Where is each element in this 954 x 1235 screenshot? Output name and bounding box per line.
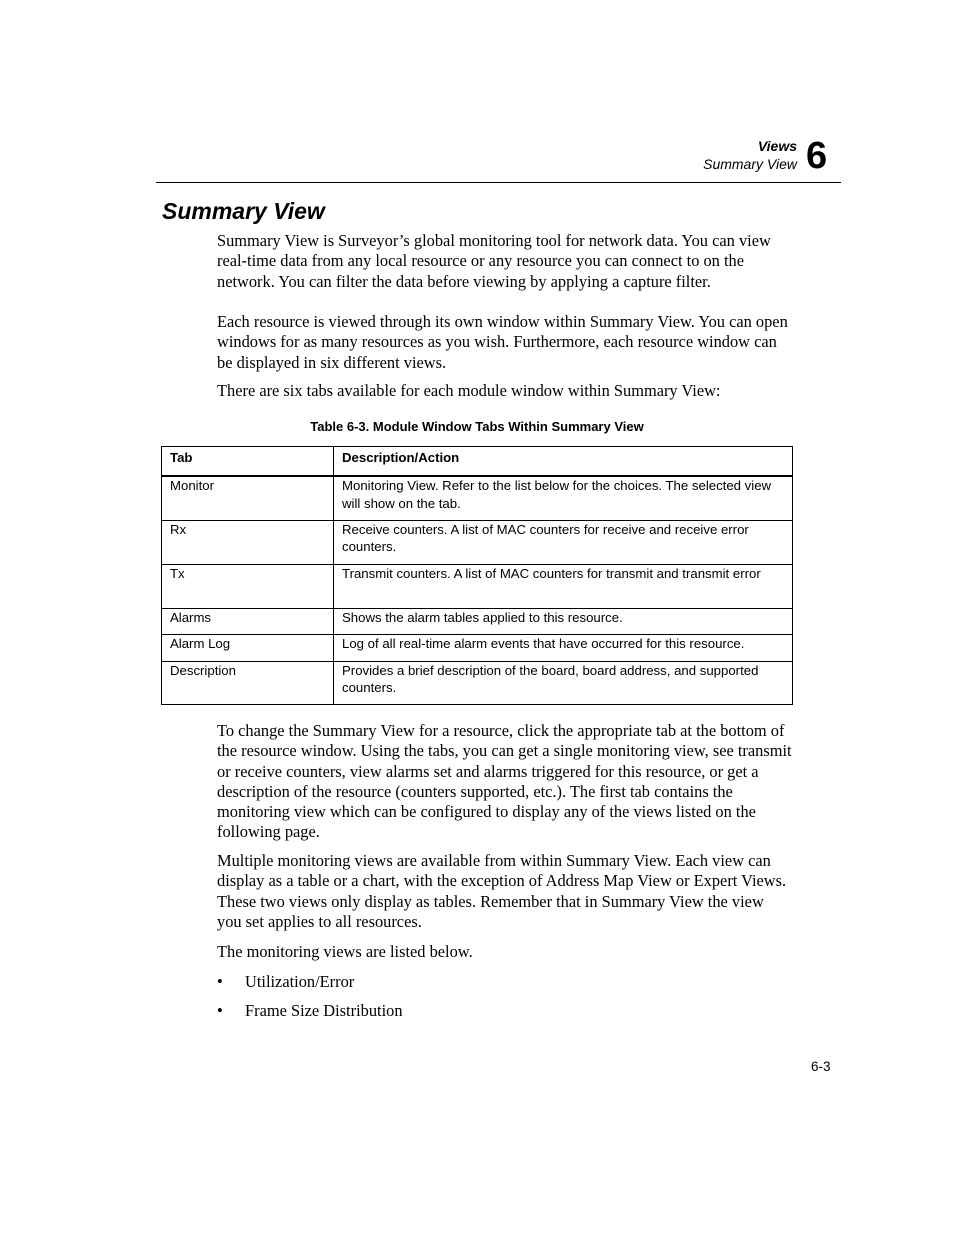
running-header-chapter: Views — [757, 138, 797, 154]
header-cell-tab: Tab — [162, 447, 334, 477]
tab-name-cell: Monitor — [162, 476, 334, 520]
bullet-marker: • — [217, 1001, 223, 1020]
chapter-number: 6 — [806, 135, 828, 177]
tab-name-cell: Alarms — [162, 608, 334, 634]
tab-name-cell: Description — [162, 661, 334, 704]
views-listed-paragraph: The monitoring views are listed below. — [217, 942, 473, 961]
module-tabs-table — [161, 446, 793, 705]
table-row — [162, 520, 793, 564]
running-header-section: Summary View — [703, 156, 797, 172]
list-item-text: Frame Size Distribution — [245, 1001, 403, 1020]
tab-description-cell: Shows the alarm tables applied to this resource. — [334, 608, 793, 634]
section-title: Summary View — [162, 198, 325, 224]
tab-description-cell: Transmit counters. A list of MAC counters for transmit and transmit error — [334, 564, 793, 608]
table-row — [162, 661, 793, 704]
table-row — [162, 634, 793, 661]
tab-description-cell: Log of all real-time alarm events that have occurred for this resource. — [334, 634, 793, 661]
resource-windows-paragraph: Each resource is viewed through its own window within Summary View. You can open windows for as many resources as you wish. Furthermore, each resource window can be displayed in six different views. — [217, 312, 788, 372]
tab-description-cell: Provides a brief description of the board, board address, and supported counters. — [334, 661, 793, 704]
tab-name-cell: Alarm Log — [162, 634, 334, 661]
table-row — [162, 608, 793, 634]
bullet-marker: • — [217, 972, 223, 991]
table-row — [162, 564, 793, 608]
table-row — [162, 476, 793, 520]
table-caption: Table 6-3. Module Window Tabs Within Summary View — [310, 419, 644, 434]
header-divider — [156, 182, 841, 183]
tab-name-cell: Rx — [162, 520, 334, 564]
change-view-paragraph: To change the Summary View for a resource, click the appropriate tab at the bottom of the resource window. Using the tabs, you can get a single monitoring view, see transmit or receive counters, view alarms set and alarms triggered for this resource, or get a description of the resource (counters supported, etc.). The first tab contains the monitoring view which can be configured to display any of the views listed on the following page. — [217, 721, 792, 842]
monitoring-views-paragraph: Multiple monitoring views are available from within Summary View. Each view can display as a table or a chart, with the exception of Address Map View or Expert Views. These two views only display as tables. Remember that in Summary View the view you set applies to all resources. — [217, 851, 787, 931]
page-number: 6-3 — [811, 1059, 831, 1074]
tab-description-cell: Receive counters. A list of MAC counters for receive and receive error counters. — [334, 520, 793, 564]
tab-description-cell: Monitoring View. Refer to the list below for the choices. The selected view will show on the tab. — [334, 476, 793, 520]
header-cell-description: Description/Action — [334, 447, 793, 477]
table-header-row — [162, 447, 793, 477]
tab-name-cell: Tx — [162, 564, 334, 608]
list-item-text: Utilization/Error — [245, 972, 355, 991]
intro-paragraph: Summary View is Surveyor’s global monitoring tool for network data. You can view real-time data from any local resource or any resource you can connect to on the network. You can filter the data before viewing by applying a capture filter. — [217, 231, 771, 291]
tabs-lead-paragraph: There are six tabs available for each module window within Summary View: — [217, 381, 721, 400]
